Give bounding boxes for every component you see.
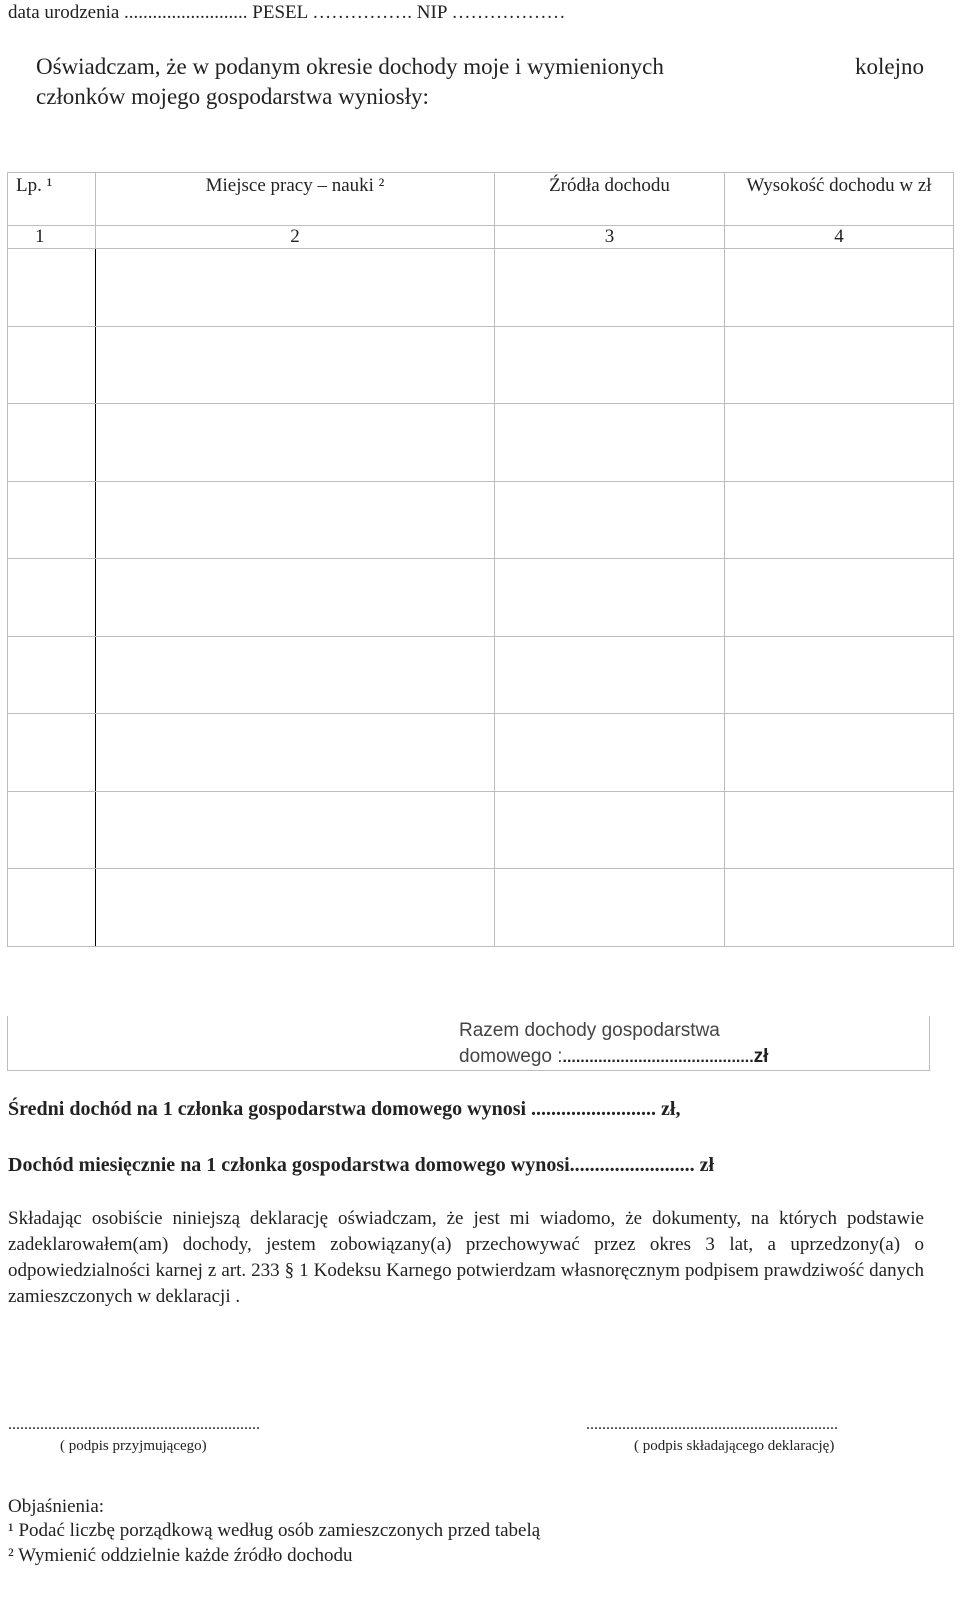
cell-income-amount[interactable] (725, 326, 954, 404)
household-total (459, 1018, 929, 1071)
signature-line-declarant[interactable]: ............................................................... (586, 1416, 838, 1433)
note-item: ² Wymienić oddzielnie każde źródło dochodu (8, 1545, 353, 1566)
cell-lp[interactable] (8, 636, 96, 714)
household-total-unit: zł (753, 1046, 769, 1067)
cell-lp[interactable] (8, 326, 96, 404)
cell-lp[interactable] (8, 481, 96, 559)
table-row (8, 481, 954, 559)
cell-lp[interactable] (8, 791, 96, 869)
intro-line-2: członków mojego gospodarstwa wyniosły: (36, 84, 429, 109)
cell-workplace[interactable] (96, 791, 495, 869)
cell-lp[interactable] (8, 404, 96, 482)
table-row (8, 869, 954, 947)
cell-workplace[interactable] (96, 714, 495, 792)
table-header-row (8, 173, 954, 226)
table-row (8, 249, 954, 327)
cell-workplace[interactable] (96, 869, 495, 947)
cell-income-amount[interactable] (725, 481, 954, 559)
header-income-source: Źródła dochodu (495, 173, 725, 226)
note-item: ¹ Podać liczbę porządkową według osób zamieszczonych przed tabelą (8, 1520, 541, 1541)
cell-lp[interactable] (8, 559, 96, 637)
cell-workplace[interactable] (96, 481, 495, 559)
signature-caption-receiver: ( podpis przyjmującego) (60, 1438, 207, 1454)
cell-income-amount[interactable] (725, 249, 954, 327)
cell-lp[interactable] (8, 869, 96, 947)
header-income-amount: Wysokość dochodu w zł (725, 173, 954, 226)
cell-income-amount[interactable] (725, 404, 954, 482)
column-number: 2 (96, 226, 495, 249)
cell-income-amount[interactable] (725, 636, 954, 714)
table-row (8, 326, 954, 404)
intro-statement (36, 52, 924, 112)
cell-lp[interactable] (8, 249, 96, 327)
intro-line-1a: Oświadczam, że w podanym okresie dochody moje i wymienionych (36, 54, 664, 79)
cell-income-source[interactable] (495, 404, 725, 482)
column-number: 4 (725, 226, 954, 249)
cell-workplace[interactable] (96, 404, 495, 482)
cell-workplace[interactable] (96, 636, 495, 714)
table-row (8, 404, 954, 482)
column-number: 1 (8, 226, 96, 249)
signature-line-receiver[interactable]: ............................................................... (8, 1416, 260, 1433)
table-row (8, 636, 954, 714)
average-income-line[interactable]: Średni dochód na 1 członka gospodarstwa domowego wynosi ......................... zł, (8, 1098, 681, 1120)
cell-income-source[interactable] (495, 249, 725, 327)
table-row (8, 791, 954, 869)
table-row (8, 559, 954, 637)
cell-workplace[interactable] (96, 249, 495, 327)
household-total-label-2: domowego : (459, 1046, 563, 1067)
header-workplace: Miejsce pracy – nauki ² (96, 173, 495, 226)
notes-heading: Objaśnienia: (8, 1496, 105, 1517)
cell-income-amount[interactable] (725, 559, 954, 637)
cell-income-source[interactable] (495, 559, 725, 637)
income-table (7, 172, 954, 947)
declaration-paragraph: Składając osobiście niniejszą deklarację oświadczam, że jest mi wiadomo, że dokumenty, na których podstawie zadeklarowałem(am) dochody, jestem zobowiązany(a) przechowywać przez okres 3 lat, a uprzedzony(a) o odpowiedzialności karnej z art. 233 § 1 Kodeksu Karnego potwierdzam własnoręcznym podpisem prawdziwość danych zamieszczonych w deklaracji . (8, 1208, 924, 1307)
household-total-label: Razem dochody gospodarstwa (459, 1020, 720, 1041)
cell-workplace[interactable] (96, 326, 495, 404)
cell-lp[interactable] (8, 714, 96, 792)
personal-data-line: data urodzenia .......................... PESEL ……………. NIP ……………… (8, 2, 566, 23)
cell-income-amount[interactable] (725, 869, 954, 947)
cell-income-amount[interactable] (725, 714, 954, 792)
column-number: 3 (495, 226, 725, 249)
cell-income-source[interactable] (495, 636, 725, 714)
signature-caption-declarant: ( podpis składającego deklarację) (634, 1438, 835, 1454)
cell-income-amount[interactable] (725, 791, 954, 869)
cell-workplace[interactable] (96, 559, 495, 637)
cell-income-source[interactable] (495, 326, 725, 404)
intro-line-1b: kolejno (855, 54, 924, 79)
cell-income-source[interactable] (495, 714, 725, 792)
header-lp: Lp. ¹ (8, 173, 96, 226)
monthly-income-line[interactable]: Dochód miesięcznie na 1 członka gospodarstwa domowego wynosi......................... zł (8, 1154, 715, 1176)
table-row (8, 714, 954, 792)
column-number-row (8, 226, 954, 249)
cell-income-source[interactable] (495, 869, 725, 947)
cell-income-source[interactable] (495, 481, 725, 559)
household-total-field[interactable]: ........................................... (562, 1049, 754, 1066)
cell-income-source[interactable] (495, 791, 725, 869)
